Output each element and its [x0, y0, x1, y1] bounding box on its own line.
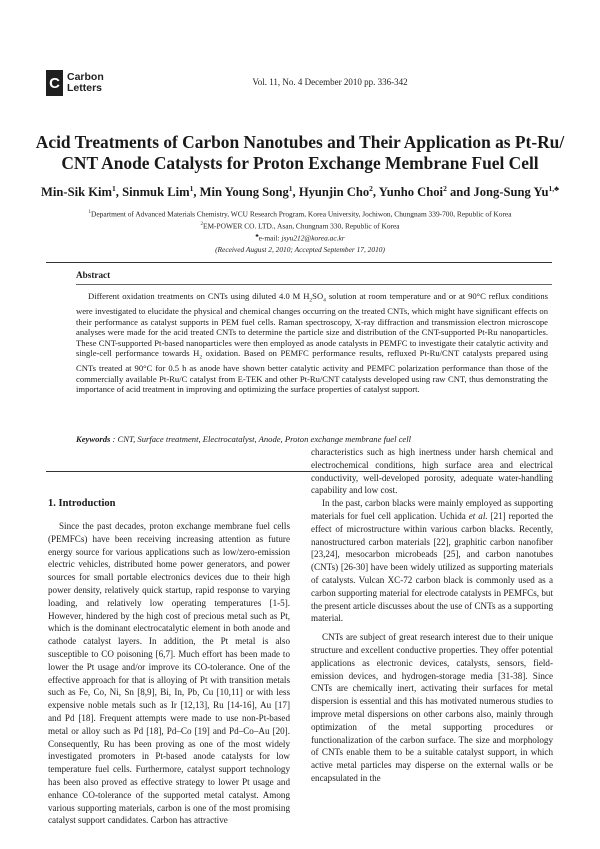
paragraph: characteristics such as high inertness under harsh chemical and electrochemical conditions, high surface area and electrical conductivity, well-developed porosity, adequate water-handling capability and low cost.	[311, 447, 553, 496]
abstract-text: Different oxidation treatments on CNTs using diluted 4.0 M $H_2SO_4$ solution at room temperature and or at 90°C reflux conditions were investigated to elucidate the physical and chemical changes occurring on the treated CNTs, which might have significant effects on their performance as catalyst supports in PEM fuel cells. Raman spectroscopy, X-ray diffraction and transmission electron microscope analyses were made for the acid treated CNTs to determine the particle size and distribution of the CNT-supported Pt-Ru nanoparticles. These CNT-supported Pt-based nanoparticles were then employed as anode catalysts in PEMFC to investigate their catalytic activity and single-cell performance towards $H_2$ oxidation. Based on PEMFC performance results, refluxed Pt-Ru/CNT catalysts prepared using CNTs treated at 90°C for 0.5 h as anode have shown better catalytic activity and PEMFC polarization performance than those of the commercially available Pt-Ru/C catalyst from E-TEK and other Pt-Ru/CNT catalysts developed using raw CNT, thus demonstrating the importance of acid treatment in improving and optimizing the surface properties of catalyst support.	[76, 291, 548, 395]
keywords-list: : CNT, Surface treatment, Electrocatalyst, Anode, Proton exchange membrane fuel cell	[110, 434, 412, 444]
keywords	[76, 434, 548, 444]
paper-title	[30, 132, 570, 174]
author: Sinmuk Lim	[122, 185, 190, 200]
email-link[interactable]: jsyu212@korea.ac.kr	[281, 233, 345, 243]
keywords-label: Keywords	[76, 434, 111, 444]
paragraph: CNTs are subject of great research interest due to their unique structure and excellent conductive properties. They offer potential applications as electronic devices, catalysts, sensors, field-emission devices, and hydrogen-storage media [31-38]. Since CNTs are chemically inert, activating their surfaces for metal dispersion is essential and this has motivated numerous studies to improve metal dispersions on other carbons also, mainly through optimization of the metal supporting procedures or functionalization of the carbon surface. The size and morphology of CNTs enable them to be a suitable catalyst support, in which active metal particles may disperse on the external walls or be encapsulated in the	[311, 632, 553, 783]
paragraph: Since the past decades, proton exchange membrane fuel cells (PEMFCs) have been receiving increasing attention as future energy source for various applications such as low/zero-emission electric vehicles, distributed home power generators, and power sources for small portable electronics devices due to their high power density, relatively quick startup, rapid response to varying loading, and relatively low operating temperatures [1-5]. However, hindered by the high cost of precious metal such as Pt, which is the dominant electrocatalytic element in both anode and cathode catalyst layers. In addition, the Pt metal is also susceptible to CO poisoning [6,7]. Much effort has been made to lower the Pt usage and/or improve its CO-tolerance. One of the effective approach for that is alloying of Pt with transition metals such as Fe, Co, Ni, Sn [8,9], Bi, In, Pb, Cu [10,11] or with less expensive noble metals such as Ir [12,13], Ru [14-16], Au [17] and Pd [18]. Frequent attempts were made to use non-Pt-based metal or alloy such as Pd [18], Pd–Co [19] and Pd–Co–Au [20]. Consequently, Ru has been proving as one of the most widely investigated promoters in Pt-based anode catalysts for low temperature fuel cells. Furthermore, catalyst support technology has been also proved as effective strategy to lower Pt usage and enhance CO-tolerance of the supported metal catalyst. Among various supporting materials, carbon is one of the most promising catalyst support candidates. Carbon has attractive	[48, 521, 290, 826]
logo-line-1: Carbon	[67, 71, 104, 83]
journal-volume-pages: Vol. 11, No. 4 December 2010 pp. 336-342	[252, 77, 408, 87]
affiliation-2: $^2$EM-POWER CO. LTD., Asan, Chungnam 330, Republic of Korea	[200, 221, 400, 231]
author: Jong-Sung Yu	[473, 185, 549, 200]
author-affil-mark: 1	[189, 184, 194, 193]
author: Yunho Choi	[378, 185, 444, 200]
journal-info	[0, 77, 600, 87]
corresponding-email: ♣e-mail: jsyu212@korea.ac.kr	[255, 233, 345, 243]
author-list: Min-Sik Kim$^1$, Sinmuk Lim$^1$, Min Young Song$^1$, Hyunjin Cho$^2$, Yunho Choi$^2$ and Jong-Sung $Yu^{1,♣}$	[40, 184, 559, 200]
author: Hyunjin Cho	[298, 185, 370, 200]
section-heading-introduction: 1. Introduction	[48, 498, 116, 509]
author-affil-mark: 2	[369, 184, 373, 193]
logo-mark: C	[46, 70, 63, 96]
author-affil-mark: 1,♣	[548, 184, 559, 193]
paragraph: In the past, carbon blacks were mainly employed as supporting materials for fuel cell application. Uchida et al. [21] reported the effect of microstructure within various carbon blacks. Recently, nanostructured carbon materials [22], graphitic carbon nanofiber [23,24], mesocarbon microbeads [25], and carbon nanotubes (CNTs) [26-30] have been widely utilized as supporting materials of catalysts. Vulcan XC-72 carbon black is commonly used as a carbon supporting material for electrode catalysts in PEMFCs, but the present article discusses about the use of CNTs as a supporting material.	[311, 498, 553, 624]
abstract-heading: Abstract	[76, 270, 111, 280]
abstract-box	[46, 262, 552, 472]
affiliations	[0, 208, 600, 255]
author-affil-mark: 1	[288, 184, 293, 193]
title-line-1: Acid Treatments of Carbon Nanotubes and Their Application as Pt-Ru/	[35, 132, 565, 152]
author-affil-mark: 2	[443, 184, 447, 193]
affiliation-1: $^1$Department of Advanced Materials Chemistry, WCU Research Program, Korea University, Jochiwon, Chungnam 339-700, Republic of Korea	[88, 209, 512, 219]
author-affil-mark: 1	[112, 184, 116, 193]
received-dates: (Received August 2, 2010; Accepted September 17, 2010)	[215, 244, 385, 254]
abstract-divider	[76, 284, 552, 285]
right-column	[311, 446, 553, 785]
author: Min Young Song	[199, 185, 289, 200]
title-line-2: CNT Anode Catalysts for Proton Exchange Membrane Fuel Cell	[61, 153, 539, 173]
left-column	[48, 520, 290, 827]
author: Min-Sik Kim	[40, 185, 113, 200]
logo-line-2: Letters	[67, 82, 103, 94]
